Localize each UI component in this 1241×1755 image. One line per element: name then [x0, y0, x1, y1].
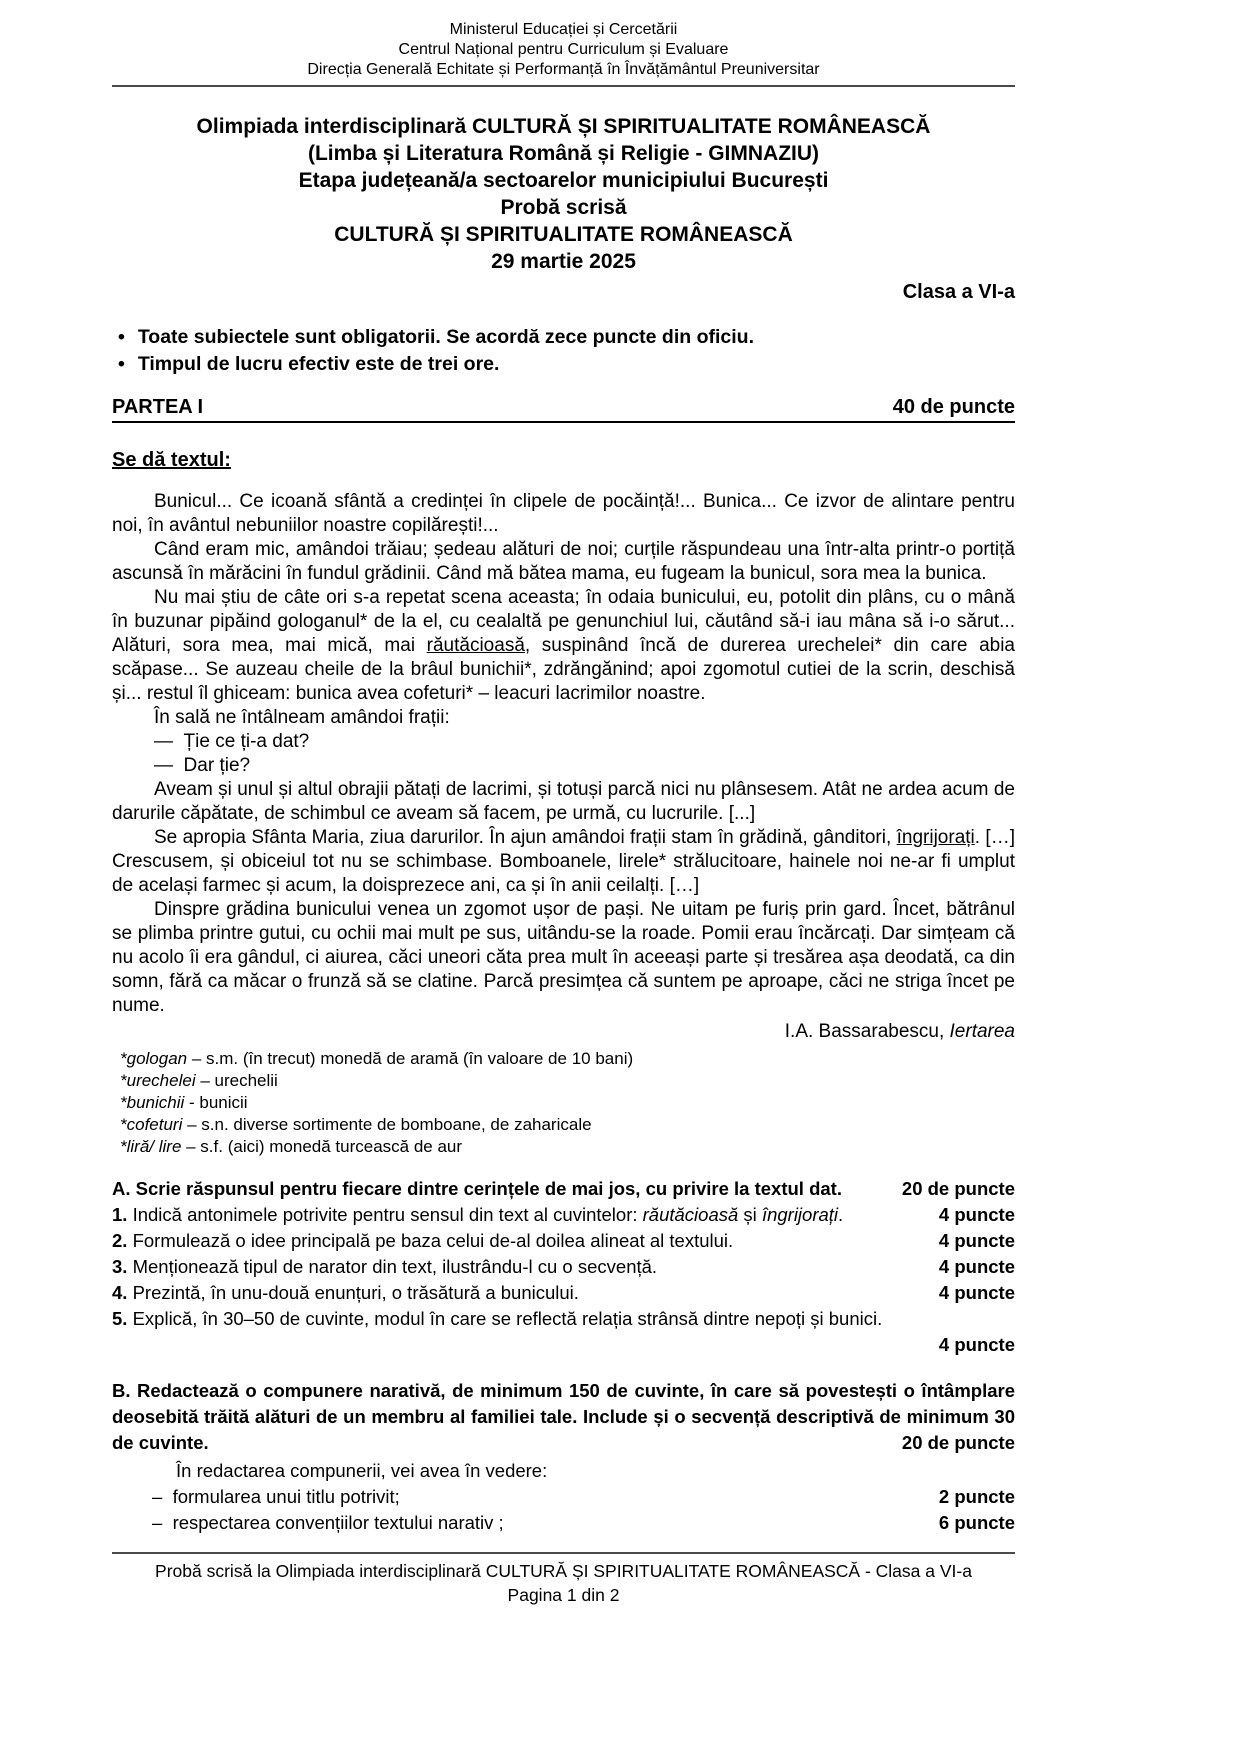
paragraph-3: Nu mai știu de câte ori s-a repetat scena aceasta; în odaia bunicului, eu, potolit din plâns, cu o mână în buzunar pipăind gologanul* de la el, cu cealaltă pe genunchiul lui, căutând să-i iau mâna să i-o sărut... Alături, sora mea, mai mică, mai răutăcioasă, suspinând încă de durerea urechelei* din care abia scăpase... Se auzeau cheile de la brâul bunichii*, zdrăngănind; apoi zgomotul cutiei de la scrin, deschisă și... restul îl ghiceam: bunica avea cofeturi* – leacuri lacrimilor noastre. — [112, 587, 1015, 704]
paragraph-6: Se apropia Sfânta Maria, ziua darurilor. În ajun amândoi frații stam în grădină, gânditori, îngrijorați. […] Crescusem, și obiceiul tot nu se schimbase. Bomboanele, lirele* strălucitoare, hainele noi ne-ar fi umplut de același farmec și acum, la doisprezece ani, ca și în anii ceilalți. […] — [112, 827, 1015, 896]
footer-page-number: Pagina 1 din 2 — [507, 1585, 620, 1605]
bullet-icon: • — [118, 326, 125, 348]
requirement-2-text: – respectarea convențiilor textului narativ ; — [152, 1512, 504, 1533]
question-1-points: 4 puncte — [938, 1204, 1015, 1225]
instruction-item-1 — [112, 324, 1015, 351]
requirement-1-text: – formularea unui titlu potrivit; — [152, 1486, 400, 1507]
header-line-ministry: Ministerul Educației și Cercetării — [449, 21, 678, 38]
requirement-1-points: 2 puncte — [938, 1486, 1015, 1507]
section-b-lead: În redactarea compunerii, vei avea în vedere: — [176, 1460, 548, 1481]
requirement-1 — [112, 1484, 1015, 1510]
question-1 — [112, 1202, 1015, 1228]
section-b — [112, 1378, 1015, 1536]
section-a — [112, 1176, 1015, 1358]
footnote-gologan: *gologan – s.m. (în trecut) monedă de aramă (în valoare de 10 bani) — [120, 1049, 634, 1068]
question-4-points: 4 puncte — [938, 1282, 1015, 1303]
question-3 — [112, 1254, 1015, 1280]
reading-text — [112, 490, 1015, 1044]
section-a-title: A. Scrie răspunsul pentru fiecare dintre cerințele de mai jos, cu privire la textul dat. — [112, 1178, 842, 1199]
title-olympiad-name: Olimpiada interdisciplinară CULTURĂ ȘI SPIRITUALITATE ROMÂNEASCĂ — [196, 115, 931, 138]
section-b-points: 20 de puncte — [901, 1432, 1015, 1453]
title-subjects: (Limba și Literatura Română și Religie - GIMNAZIU) — [307, 142, 820, 165]
question-2 — [112, 1228, 1015, 1254]
question-2-points: 4 puncte — [938, 1230, 1015, 1251]
dialogue-line-2: — Dar ție? — [154, 755, 251, 776]
section-b-statement — [112, 1378, 1015, 1456]
paragraph-5: Aveam și unul și altul obrajii pătați de lacrimi, și totuși parcă nici nu plânsesem. Atât ne ardea acum de darurile căpătate, de schimbul ce aveam să facem, pe urmă, cu lucrurile. [...] — [112, 779, 1015, 824]
paragraph-7: Dinspre grădina bunicului venea un zgomot ușor de pași. Ne uitam pe furiș prin gard. Încet, bătrânul se plimba printre gutui, cu ochii mai mult pe sus, uitându-se la roade. Pomii erau încărcați. Dar simțeam că nu acolo îi era gândul, ci aiurea, căci uneori căta prea mult în aceeași parte și tresărea așa deodată, ca din somn, fără ca măcar o frunză să se clatine. Parcă presimțea că suntem pe aproape, căci ne striga încet pe nume. — [112, 899, 1015, 1016]
question-4 — [112, 1280, 1015, 1306]
footnote-lira: *liră/ lire – s.f. (aici) monedă turcească de aur — [120, 1137, 463, 1156]
title-date: 29 martie 2025 — [491, 250, 636, 273]
question-2-text: 2. Formulează o idee principală pe baza celui de-al doilea alineat al textului. — [112, 1230, 734, 1251]
dialogue-line-1: — Ție ce ți-a dat? — [154, 731, 310, 752]
instruction-text-2: Timpul de lucru efectiv este de trei ore. — [137, 353, 500, 375]
question-1-text: 1. Indică antonimele potrivite pentru sensul din text al cuvintelor: răutăcioasă și îngrijorați. — [112, 1204, 844, 1225]
part1-points: 40 de puncte — [892, 396, 1015, 418]
paragraph-2: Când eram mic, amândoi trăiau; ședeau alături de noi; curțile răspundeau una într-alta printr-o portiță ascunsă în mărăcini în fundul grădinii. Când mă bătea mama, eu fugeam la bunicul, sora mea la bunica. — [112, 539, 1015, 584]
part1-label: PARTEA I — [112, 396, 204, 418]
section-b-text: B. Redactează o compunere narativă, de minimum 150 de cuvinte, în care să povestești o întâmplare deosebită trăită alături de un membru al familiei tale. Include și o secvență descriptivă de minimum 30 de cuvinte. — [112, 1380, 1015, 1453]
bullet-icon: • — [118, 353, 125, 375]
question-5-text: 5. Explică, în 30–50 de cuvinte, modul în care se reflectă relația strânsă dintre nepoți și bunici. — [112, 1308, 883, 1329]
text-attribution: I.A. Bassarabescu, Iertarea — [784, 1021, 1015, 1042]
question-3-points: 4 puncte — [938, 1256, 1015, 1277]
footnote-urechelei: *urechelei – urechelii — [120, 1071, 278, 1090]
title-stage: Etapa județeană/a sectoarelor municipiului București — [298, 169, 829, 192]
section-a-header — [112, 1176, 1015, 1202]
section-a-points: 20 de puncte — [901, 1178, 1015, 1199]
class-label: Clasa a VI-a — [902, 281, 1015, 303]
document-header — [112, 20, 1015, 87]
footnotes — [112, 1048, 1015, 1158]
document-footer — [112, 1552, 1015, 1607]
title-discipline: CULTURĂ ȘI SPIRITUALITATE ROMÂNEASCĂ — [334, 223, 793, 246]
footer-exam-line: Probă scrisă la Olimpiada interdisciplinară CULTURĂ ȘI SPIRITUALITATE ROMÂNEASCĂ - Clasa a VI-a — [155, 1561, 972, 1581]
paragraph-1: Bunicul... Ce icoană sfântă a credinței în clipele de pocăință!... Bunica... Ce izvor de alintare pentru noi, în avântul nebuniilor noastre copilărești!... — [112, 491, 1015, 536]
requirement-2 — [112, 1510, 1015, 1536]
question-3-text: 3. Menționează tipul de narator din text, ilustrându-l cu o secvență. — [112, 1256, 658, 1277]
instructions-list — [112, 324, 1015, 378]
requirement-2-points: 6 puncte — [938, 1512, 1015, 1533]
footnote-cofeturi: *cofeturi – s.n. diverse sortimente de bomboane, de zaharicale — [120, 1115, 592, 1134]
title-exam-type: Probă scrisă — [500, 196, 627, 219]
text-lead: Se dă textul: — [112, 449, 231, 471]
footnote-bunichii: *bunichii - bunicii — [120, 1093, 248, 1112]
part1-heading — [112, 396, 1015, 423]
question-4-text: 4. Prezintă, în unu-două enunțuri, o trăsătură a bunicului. — [112, 1282, 579, 1303]
header-line-direction: Direcția Generală Echitate și Performanță în Învățământul Preuniversitar — [307, 61, 820, 78]
paragraph-4: În sală ne întâlneam amândoi frații: — [154, 707, 450, 728]
instruction-text-1: Toate subiectele sunt obligatorii. Se acordă zece puncte din oficiu. — [137, 326, 755, 348]
question-5-points: 4 puncte — [938, 1334, 1015, 1355]
title-block — [112, 113, 1015, 275]
question-5 — [112, 1306, 1015, 1332]
header-line-center: Centrul Național pentru Curriculum și Evaluare — [398, 41, 729, 58]
instruction-item-2 — [112, 351, 1015, 378]
